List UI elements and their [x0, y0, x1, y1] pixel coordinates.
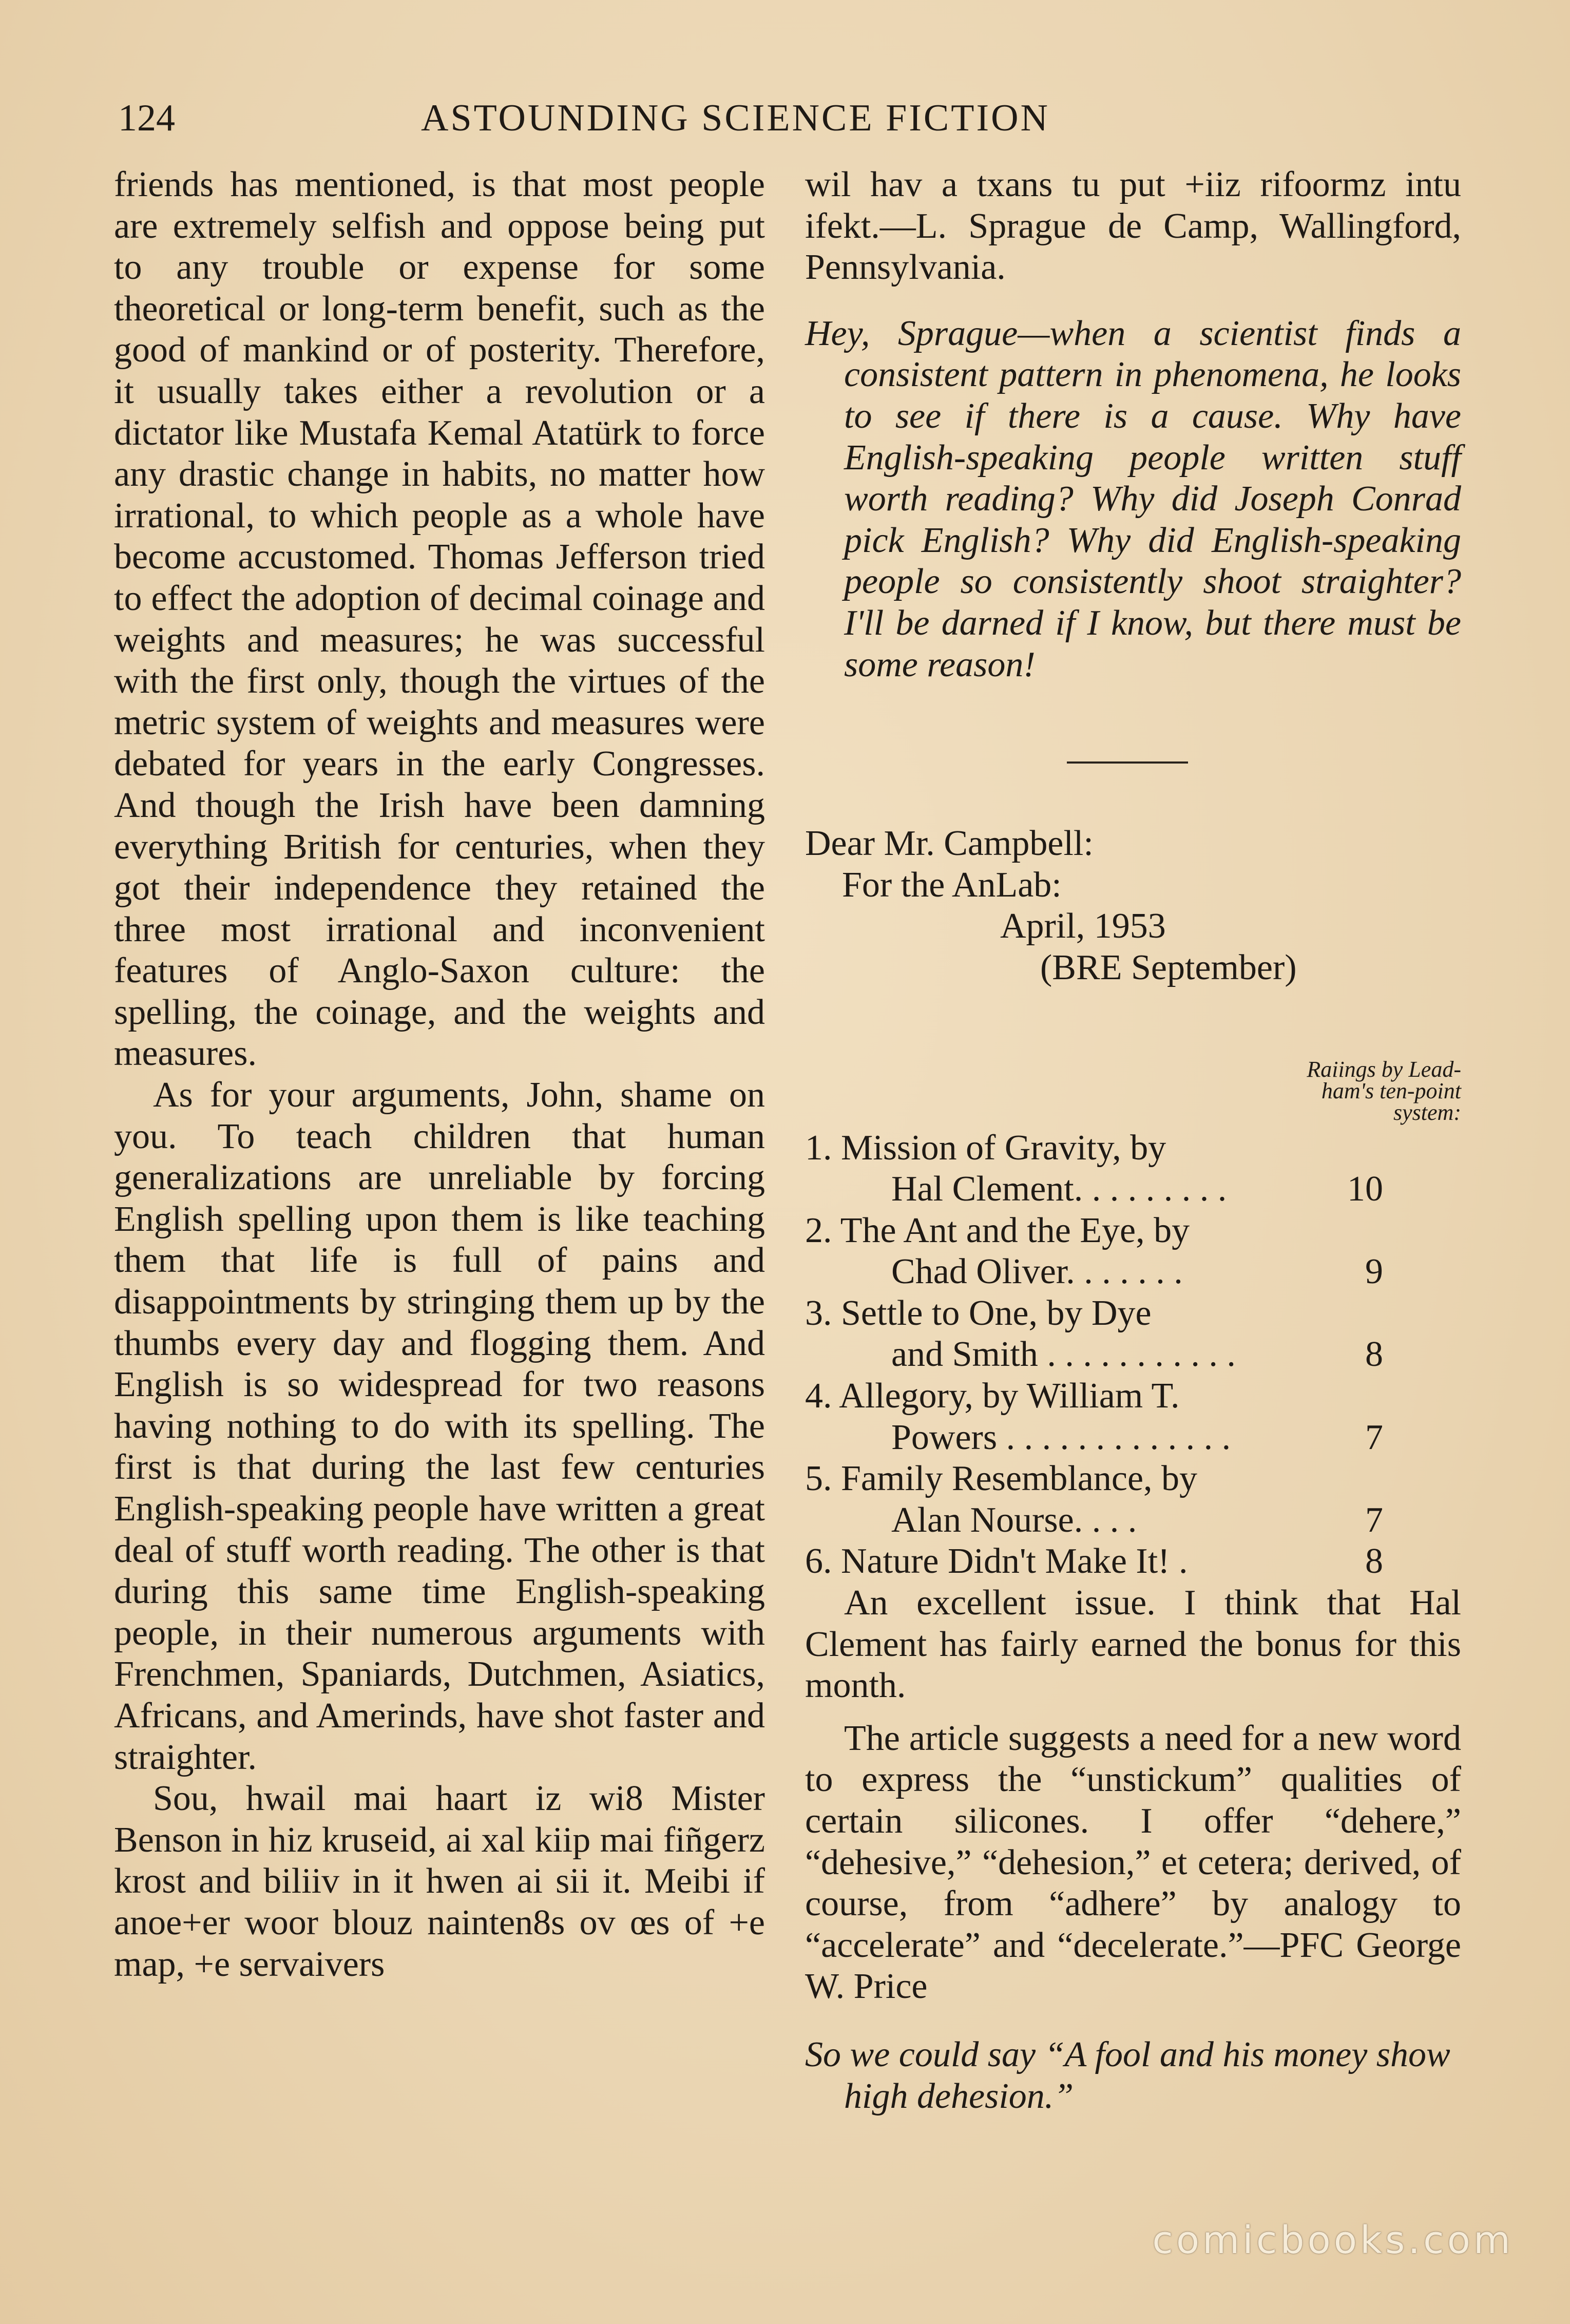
rating-score: 7 [1365, 1500, 1383, 1540]
rating-item [805, 1376, 1461, 1458]
ratings-note-line: Raiings by Lead- [1307, 1056, 1461, 1082]
watermark: comicbooks.com [1152, 2218, 1514, 2262]
salutation: Dear Mr. Campbell: [805, 824, 1094, 864]
rating-author: Hal Clement. . . . . . . . . [891, 1169, 1227, 1209]
rating-title: 3. Settle to One, by Dye [805, 1293, 1152, 1333]
rating-author: Chad Oliver. . . . . . . [891, 1252, 1183, 1292]
letter-closing: wil hav a txans tu put +iiz rifoormz intu ifekt.—L. Sprague de Camp, Wallingford, Pennsylvania. [805, 165, 1461, 288]
rating-item [805, 1128, 1461, 1210]
bre-line: (BRE September) [1040, 947, 1297, 987]
ratings-note-line: ham's ten-point [1321, 1078, 1461, 1103]
letter-paragraph: The article suggests a need for a new word to express the “unstickum” qualities of certain silicones. I offer “dehere,” “dehesive,” “dehesion,” et cetera; derived, of course, from “adhere” by analogy to “accelerate” and “decelerate.”—PFC George W. Price [805, 1718, 1461, 2007]
for-line: For the AnLab: [842, 865, 1062, 905]
rating-score: 7 [1365, 1417, 1383, 1457]
rating-title: 2. The Ant and the Eye, by [805, 1210, 1190, 1250]
ratings-note-line: system: [1393, 1099, 1461, 1125]
editor-reply: So we could say “A fool and his money show high dehesion.” [805, 2034, 1450, 2116]
right-column [805, 164, 1461, 2117]
letter-paragraph: An excellent issue. I think that Hal Clement has fairly earned the bonus for this month. [805, 1583, 1461, 1706]
rating-item [805, 1541, 1461, 1583]
page-header [118, 92, 1453, 144]
letter-paragraph-phonetic: Sou, hwail mai haart iz wi8 Mister Benson in hiz kruseid, ai xal kiip mai fiñgerz krost and biliiv in it hwen ai sii it. Meibi if anoe+er woor blouz nainten8s ov œs of +e map, +e servaivers [114, 1779, 765, 1984]
rating-score: 8 [1365, 1335, 1383, 1375]
page-number: 124 [118, 97, 175, 139]
running-title: ASTOUNDING SCIENCE FICTION [421, 97, 1050, 139]
rating-title: 5. Family Resemblance, by [805, 1459, 1198, 1499]
left-column [114, 164, 765, 1985]
rating-item [805, 1293, 1461, 1376]
issue-line: April, 1953 [1000, 906, 1166, 946]
rating-title: 4. Allegory, by William T. [805, 1376, 1180, 1416]
rating-author: Alan Nourse. . . . [891, 1500, 1137, 1540]
letter-paragraph: As for your arguments, John, shame on you. To teach children that human generalizations are unreliable by forcing English spelling upon them is like teaching them that life is full of pains and disappointments by stringing them up by the thumbs every day and flogging them. And English is so widespread for two reasons having nothing to do with its spelling. The first is that during the last few centuries English-speaking people have written a great deal of stuff worth reading. The other is that during this same time English-speaking people, in their numerous arguments with Frenchmen, Spaniards, Dutchmen, Asiatics, Africans, and Amerinds, have shot faster and straighter. [114, 1075, 765, 1777]
rating-title: 6. Nature Didn't Make It! . [805, 1541, 1188, 1582]
ratings-list [805, 1128, 1461, 1583]
rating-title: 1. Mission of Gravity, by [805, 1128, 1166, 1168]
rating-author: Powers . . . . . . . . . . . . . [891, 1417, 1231, 1457]
section-divider [1067, 761, 1188, 764]
rating-item [805, 1210, 1461, 1293]
letter-heading [805, 823, 1461, 988]
rating-item [805, 1458, 1461, 1541]
rating-score: 8 [1365, 1541, 1383, 1582]
rating-score: 10 [1347, 1169, 1383, 1209]
rating-score: 9 [1365, 1252, 1383, 1292]
editor-reply: Hey, Sprague—when a scientist finds a consistent pattern in phenomena, he looks to see if there is a cause. Why have English-speaking people written stuff worth reading? Why did Joseph Conrad pick English? Why did English-speaking people so consistently shoot straighter? I'll be darned if I know, but there must be some reason! [805, 313, 1461, 684]
ratings-note [805, 1056, 1461, 1125]
rating-author: and Smith . . . . . . . . . . . [891, 1335, 1236, 1375]
letter-paragraph: friends has mentioned, is that most people are extremely selfish and oppose being put to any trouble or expense for some theoretical or long-term benefit, such as the good of mankind or of posterity. Therefore, it usually takes either a revolution or a dictator like Mustafa Kemal Atatürk to force any drastic change in habits, no matter how irrational, to which people as a whole have become accustomed. Thomas Jefferson tried to effect the adoption of decimal coinage and weights and measures; he was successful with the first only, though the virtues of the metric system of weights and measures were debated for years in the early Congresses. And though the Irish have been damning everything British for centuries, when they got their independence they retained the three most irrational and inconvenient features of Anglo-Saxon culture: the spelling, the coinage, and the weights and measures. [114, 165, 765, 1074]
